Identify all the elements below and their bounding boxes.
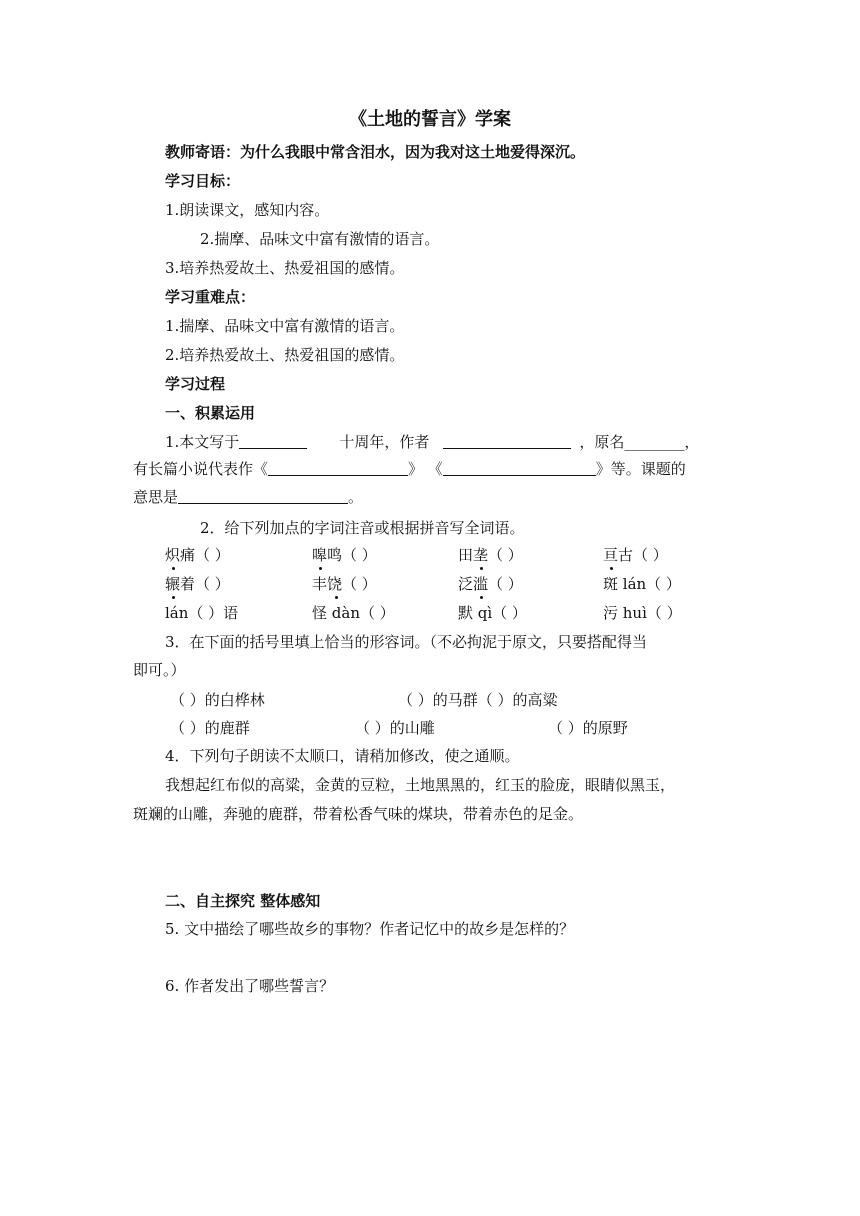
objectives-heading: 学习目标： (165, 172, 241, 190)
pinyin-item: 丰饶（ ） (312, 575, 377, 593)
key-points-heading: 学习重难点： (165, 288, 256, 306)
question-1-line3: 意思是 。 (133, 488, 364, 506)
question-6: 6. 作者发出了哪些誓言？ (165, 977, 335, 995)
section2-heading: 二、自主探究 整体感知 (165, 892, 321, 910)
adjective-blank: （ ）的原野 (548, 719, 628, 737)
question-4-text: 斑斓的山雕，奔驰的鹿群，带着松香气味的煤块，带着赤色的足金。 (133, 805, 584, 823)
pinyin-item: 泛滥（ ） (458, 575, 523, 593)
key-point-item: 1.揣摩、品味文中富有激情的语言。 (165, 317, 405, 335)
emphasis-dot (313, 549, 327, 565)
question-4-text: 我想起红布似的高粱，金黄的豆粒，土地黑黑的，红玉的脸庞，眼睛似黑玉， (165, 776, 676, 794)
question-2: 2．给下列加点的字词注音或根据拼音写全词语。 (200, 519, 525, 537)
process-heading: 学习过程 (165, 375, 226, 393)
page-title: 《土地的誓言》学案 (349, 109, 511, 130)
pinyin-item: 污 huì（ ） (603, 604, 682, 622)
pinyin-item: 炽痛（ ） (165, 546, 230, 564)
emphasis-dot (474, 549, 488, 565)
pinyin-item: lán（ ）语 (165, 604, 239, 622)
pinyin-item: 辗着（ ） (165, 575, 230, 593)
blank[interactable] (443, 460, 596, 476)
blank[interactable] (239, 433, 307, 449)
emphasis-dot (604, 549, 618, 565)
question-1-line2: 有长篇小说代表作《 》 《 》等。课题的 (133, 460, 686, 478)
objective-item: 3.培养热爱故土、热爱祖国的感情。 (165, 259, 405, 277)
adjective-blank: （ ）的白桦林 (170, 691, 265, 709)
question-3-line1: 3．在下面的括号里填上恰当的形容词。（不必拘泥于原文，只要搭配得当 (165, 633, 648, 651)
section1-heading: 一、积累运用 (165, 404, 256, 422)
pinyin-item: 田垄（ ） (458, 546, 523, 564)
adjective-blank: （ ）的鹿群 (170, 719, 250, 737)
adjective-blank: （ ）的马群（ ）的高粱 (398, 691, 558, 709)
question-4: 4．下列句子朗读不太顺口，请稍加修改，使之通顺。 (165, 747, 520, 765)
pinyin-item: 斑 lán（ ） (603, 575, 681, 593)
emphasis-dot (474, 578, 488, 594)
pinyin-item: 怪 dàn（ ） (312, 604, 395, 622)
adjective-blank: （ ）的山雕 (355, 719, 435, 737)
key-point-item: 2.培养热爱故土、热爱祖国的感情。 (165, 346, 405, 364)
pinyin-item: 默 qì（ ） (458, 604, 527, 622)
question-5: 5. 文中描绘了哪些故乡的事物？作者记忆中的故乡是怎样的？ (165, 920, 575, 938)
emphasis-dot (329, 578, 343, 594)
teacher-message: 教师寄语：为什么我眼中常含泪水，因为我对这土地爱得深沉。 (165, 143, 586, 161)
blank[interactable] (268, 460, 408, 476)
question-3-line2: 即可。） (133, 661, 186, 679)
pinyin-item: 嗥鸣（ ） (312, 546, 377, 564)
pinyin-item: 亘古（ ） (603, 546, 668, 564)
question-1-line1: 1.本文写于 十周年，作者 ，原名________， (165, 433, 700, 451)
objective-item: 1.朗读课文，感知内容。 (165, 201, 330, 219)
blank[interactable] (178, 488, 348, 504)
objective-item: 2.揣摩、品味文中富有激情的语言。 (200, 230, 440, 248)
emphasis-dot (166, 549, 180, 565)
emphasis-dot (166, 578, 180, 594)
blank[interactable] (443, 433, 571, 449)
